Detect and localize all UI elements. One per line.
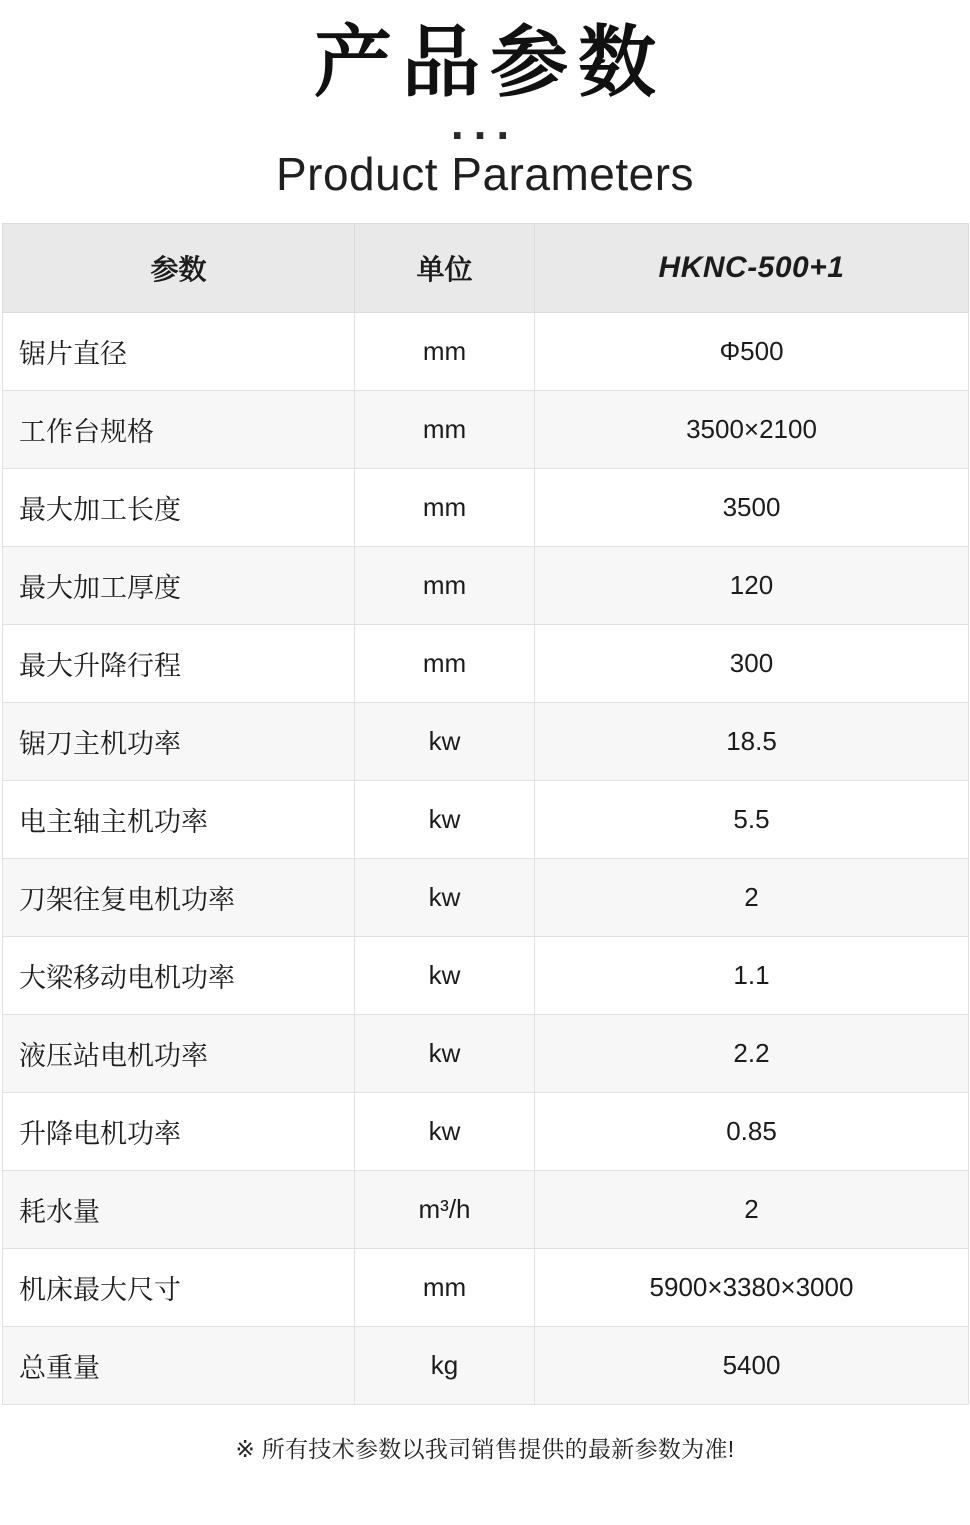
table-row <box>3 547 969 625</box>
parameter-unit-cell: mm <box>355 391 535 469</box>
parameter-unit-cell: mm <box>355 547 535 625</box>
parameter-unit-cell: mm <box>355 625 535 703</box>
parameter-name-cell: 最大加工长度 <box>3 469 355 547</box>
table-row <box>3 1015 969 1093</box>
table-row <box>3 937 969 1015</box>
footnote: ※ 所有技术参数以我司销售提供的最新参数为准! <box>235 1436 735 1463</box>
page-header <box>0 0 970 201</box>
table-row <box>3 1093 969 1171</box>
parameter-unit-cell: mm <box>355 469 535 547</box>
page-title: 产品参数 <box>313 18 666 106</box>
parameter-value-cell: 5400 <box>535 1327 969 1405</box>
parameter-name-cell: 液压站电机功率 <box>3 1015 355 1093</box>
column-header-unit: 单位 <box>355 224 535 313</box>
parameter-value-cell: 18.5 <box>535 703 969 781</box>
table-row <box>3 469 969 547</box>
parameter-name-cell: 工作台规格 <box>3 391 355 469</box>
table-row <box>3 703 969 781</box>
parameter-unit-cell: kw <box>355 1093 535 1171</box>
parameter-unit-cell: mm <box>355 1249 535 1327</box>
parameter-name-cell: 最大升降行程 <box>3 625 355 703</box>
parameter-value-cell: 2.2 <box>535 1015 969 1093</box>
parameter-value-cell: 3500×2100 <box>535 391 969 469</box>
parameter-value-cell: 2 <box>535 1171 969 1249</box>
parameter-value-cell: 5900×3380×3000 <box>535 1249 969 1327</box>
parameter-name-cell: 刀架往复电机功率 <box>3 859 355 937</box>
title-dots-decoration: ... <box>450 96 520 149</box>
table-row <box>3 859 969 937</box>
table-row <box>3 391 969 469</box>
table-row <box>3 781 969 859</box>
parameter-value-cell: 300 <box>535 625 969 703</box>
table-row <box>3 1249 969 1327</box>
column-header-model: HKNC-500+1 <box>535 224 969 313</box>
parameter-unit-cell: kw <box>355 781 535 859</box>
parameter-name-cell: 总重量 <box>3 1327 355 1405</box>
parameter-name-cell: 大梁移动电机功率 <box>3 937 355 1015</box>
parameter-unit-cell: kw <box>355 937 535 1015</box>
parameter-value-cell: 1.1 <box>535 937 969 1015</box>
parameter-unit-cell: kg <box>355 1327 535 1405</box>
parameter-unit-cell: kw <box>355 703 535 781</box>
table-row <box>3 1327 969 1405</box>
parameter-name-cell: 锯片直径 <box>3 313 355 391</box>
parameter-name-cell: 电主轴主机功率 <box>3 781 355 859</box>
parameter-value-cell: 2 <box>535 859 969 937</box>
parameters-table-container <box>0 223 970 1405</box>
table-body <box>3 313 969 1405</box>
parameter-name-cell: 最大加工厚度 <box>3 547 355 625</box>
table-row <box>3 1171 969 1249</box>
parameters-table <box>2 223 969 1405</box>
table-header-row <box>3 224 969 313</box>
parameter-value-cell: 120 <box>535 547 969 625</box>
parameter-value-cell: 0.85 <box>535 1093 969 1171</box>
parameter-value-cell: Φ500 <box>535 313 969 391</box>
table-row <box>3 625 969 703</box>
table-header <box>3 224 969 313</box>
parameter-name-cell: 升降电机功率 <box>3 1093 355 1171</box>
parameter-name-cell: 锯刀主机功率 <box>3 703 355 781</box>
table-row <box>3 313 969 391</box>
parameter-unit-cell: kw <box>355 859 535 937</box>
parameter-unit-cell: kw <box>355 1015 535 1093</box>
page-subtitle: Product Parameters <box>275 148 695 201</box>
parameter-unit-cell: mm <box>355 313 535 391</box>
parameter-value-cell: 3500 <box>535 469 969 547</box>
parameter-value-cell: 5.5 <box>535 781 969 859</box>
parameter-unit-cell: m³/h <box>355 1171 535 1249</box>
parameter-name-cell: 机床最大尺寸 <box>3 1249 355 1327</box>
parameter-name-cell: 耗水量 <box>3 1171 355 1249</box>
column-header-parameter: 参数 <box>3 224 355 313</box>
